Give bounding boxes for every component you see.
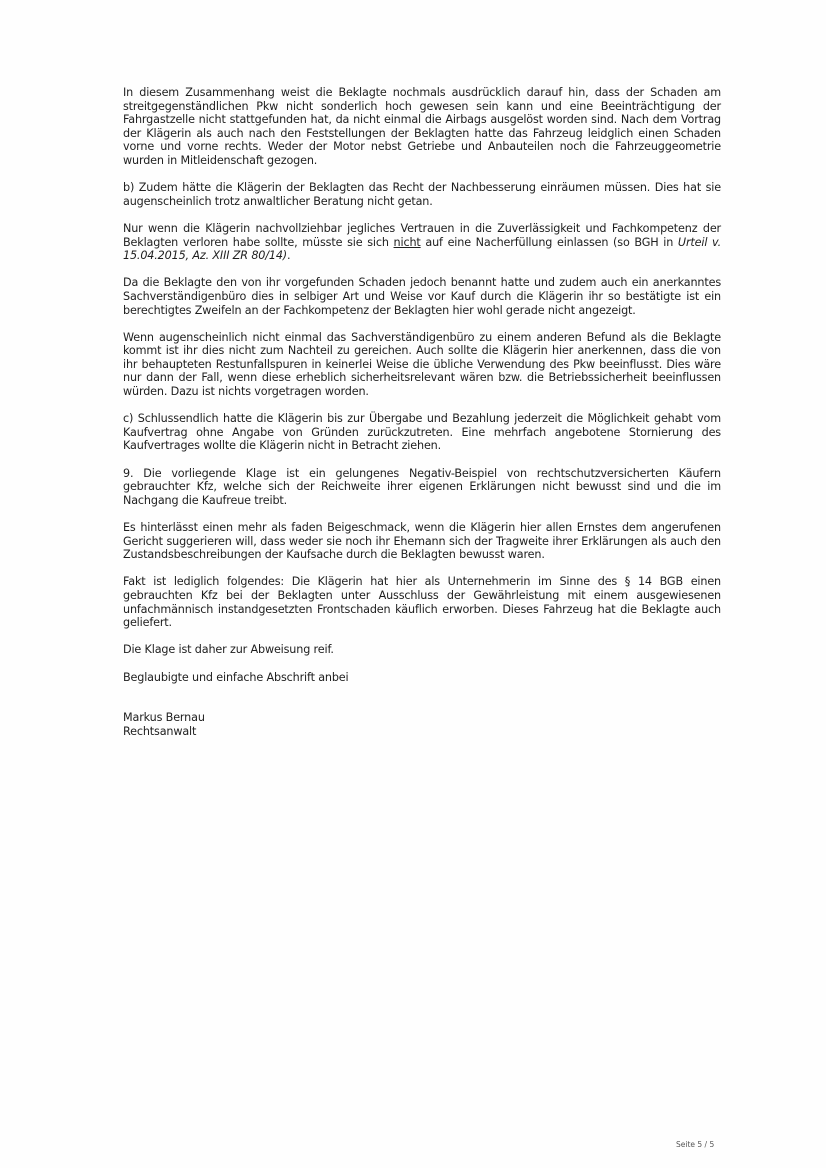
paragraph-abschrift: Beglaubigte und einfache Abschrift anbei bbox=[123, 670, 349, 684]
signature-title: Rechtsanwalt bbox=[123, 724, 197, 738]
paragraph-b-nachbesserung: b) Zudem hätte die Klägerin der Beklagten das Recht der Nachbesserung einräumen müssen. Dies hat sie augenscheinlich trotz anwaltlicher Beratung nicht getan. bbox=[123, 181, 721, 208]
paragraph-text: Nur wenn die Klägerin nachvollziehbar jegliches Vertrauen in die Zuverlässigkeit und Fachkompetenz der Beklagten verloren habe sollte, müsste sie sich bbox=[123, 221, 721, 249]
paragraph-vertrauen-bgh bbox=[123, 222, 721, 263]
document-body bbox=[123, 86, 721, 738]
paragraph-text: auf eine Nacherfüllung einlassen (so BGH in bbox=[420, 235, 678, 249]
underlined-text: nicht bbox=[393, 235, 421, 249]
signature-block bbox=[123, 711, 721, 738]
paragraph-9-negativ-beispiel: 9. Die vorliegende Klage ist ein gelungenes Negativ-Beispiel von rechtschutzversicherten Käufern gebrauchter Kfz, welche sich der Reichweite ihrer eigenen Erklärungen nicht bewusst sind und die im Nachgang die Kaufreue treibt. bbox=[123, 466, 721, 507]
paragraph-beigeschmack: Es hinterlässt einen mehr als faden Beigeschmack, wenn die Klägerin hier allen Ernstes dem angerufenen Gericht suggerieren will, dass weder sie noch ihr Ehemann sich der Tragweite ihrer Erklärungen als auch den Zustandsbeschreibungen der Kaufsache durch die Beklagten bewusst waren. bbox=[123, 521, 721, 562]
signature-name: Markus Bernau bbox=[123, 711, 205, 725]
paragraph-fakt: Fakt ist lediglich folgendes: Die Klägerin hat hier als Unternehmerin im Sinne des § 14 BGB einen gebrauchten Kfz bei der Beklagten unter Ausschluss der Gewährleistung mit einem ausgewiesenen unfachmännisch instandgesetzten Frontschaden käuflich erworben. Dieses Fahrzeug hat die Beklagte auch geliefert. bbox=[123, 575, 721, 630]
page-number: Seite 5 / 5 bbox=[676, 1140, 715, 1149]
paragraph-sachverstaendige: Da die Beklagte den von ihr vorgefunden Schaden jedoch benannt hatte und zudem auch ein anerkanntes Sachverständigenbüro dies in selbiger Art und Weise vor Kauf durch die Klägerin ihr so bestätigte ist ein berechtigtes Zweifeln an der Fachkompetenz der Beklagten hier wohl gerade nicht angezeigt. bbox=[123, 276, 721, 317]
paragraph-text: . bbox=[287, 249, 291, 263]
paragraph-damage-description: In diesem Zusammenhang weist die Beklagte nochmals ausdrücklich darauf hin, dass der Schaden am streitgegenständlichen Pkw nicht sonderlich hoch gewesen sein kann und eine Beeinträchtigung der Fahrgastzelle nicht stattgefunden hat, da nicht einmal die Airbags ausgelöst worden sind. Nach dem Vortrag der Klägerin als auch nach den Feststellungen der Beklagten hatte das Fahrzeug leidglich einen Schaden vorne und vorne rechts. Weder der Motor nebst Getriebe und Anbauteilen noch die Fahrzeuggeometrie wurden in Mitleidenschaft gezogen. bbox=[123, 86, 721, 167]
citation-text: Urteil v. 15.04.2015, Az. XIII ZR 80/14) bbox=[123, 235, 721, 263]
paragraph-c-ruecktritt: c) Schlussendlich hatte die Klägerin bis zur Übergabe und Bezahlung jederzeit die Möglichkeit gehabt vom Kaufvertrag ohne Angabe von Gründen zurückzutreten. Eine mehrfach angebotene Stornierung des Kaufvertrages wollte die Klägerin nicht in Betracht ziehen. bbox=[123, 412, 721, 453]
paragraph-abweisung: Die Klage ist daher zur Abweisung reif. bbox=[123, 643, 334, 657]
paragraph-befund: Wenn augenscheinlich nicht einmal das Sachverständigenbüro zu einem anderen Befund als die Beklagte kommt ist ihr dies nicht zum Nachteil zu gereichen. Auch sollte die Klägerin hier anerkennen, dass die von ihr behaupteten Restunfallspuren in keinerlei Weise die übliche Verwendung des Pkw beeinflusst. Dies wäre nur dann der Fall, wenn diese erheblich sicherheitsrelevant wären bzw. die Betriebssicherheit beeinflussen würden. Dazu ist nichts vorgetragen worden. bbox=[123, 330, 721, 399]
